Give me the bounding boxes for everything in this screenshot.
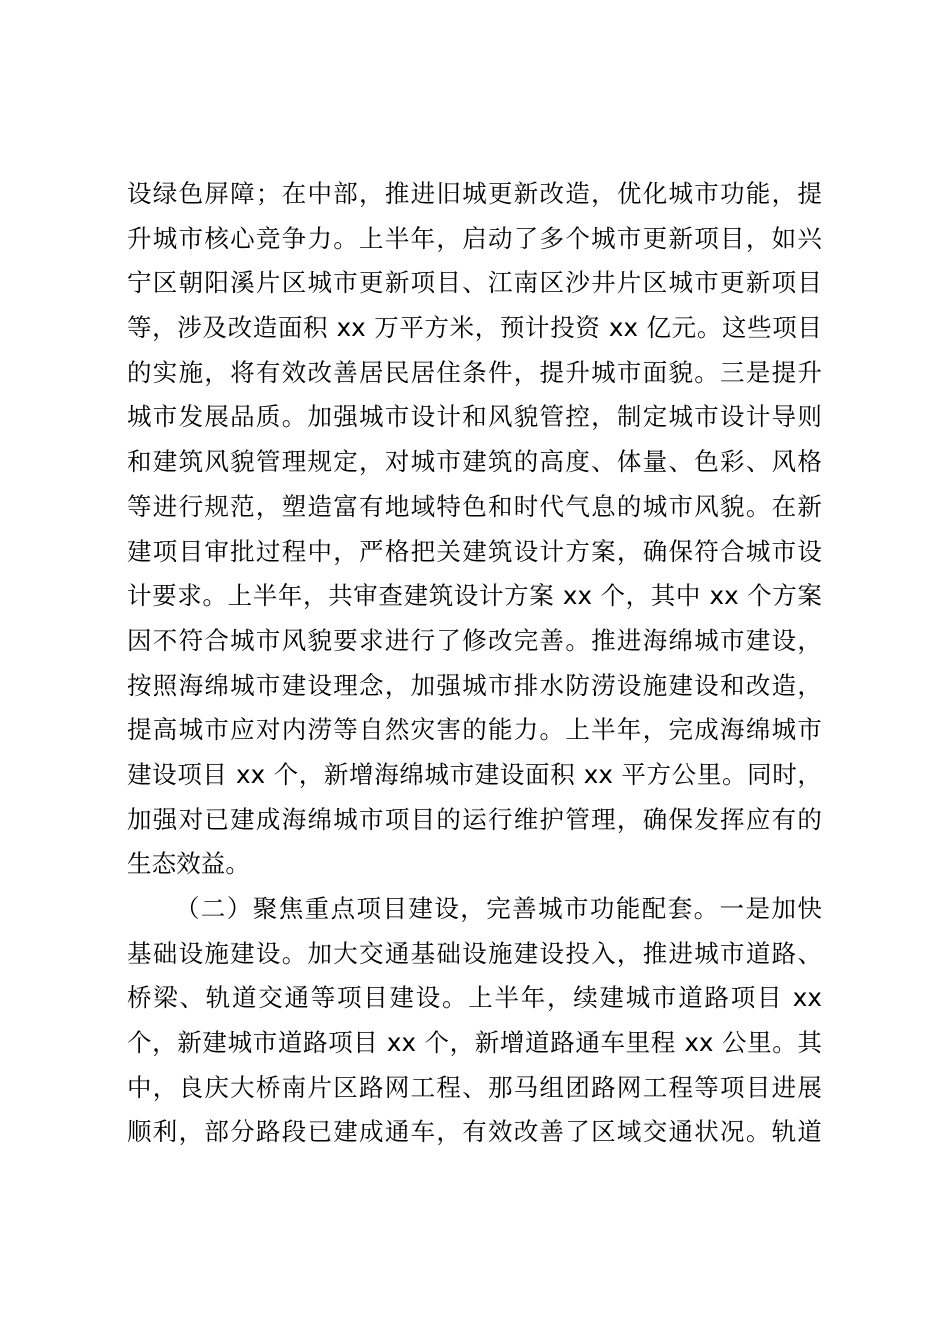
text-line: 宁区朝阳溪片区城市更新项目、江南区沙井片区城市更新项目 <box>127 268 822 298</box>
text-line: 升城市核心竞争力。上半年，启动了多个城市更新项目，如兴 <box>127 223 822 253</box>
text-line: 中，良庆大桥南片区路网工程、那马组团路网工程等项目进展 <box>127 1072 822 1102</box>
text-line: 基础设施建设。加大交通基础设施建设投入，推进城市道路、 <box>127 938 822 968</box>
document-body <box>127 172 822 1155</box>
text-line: 提高城市应对内涝等自然灾害的能力。上半年，完成海绵城市 <box>127 715 822 745</box>
text-line: 城市发展品质。加强城市设计和风貌管控，制定城市设计导则 <box>127 402 822 432</box>
text-line: 按照海绵城市建设理念，加强城市排水防涝设施建设和改造， <box>127 670 822 700</box>
text-line: 建项目审批过程中，严格把关建筑设计方案，确保符合城市设 <box>127 536 822 566</box>
text-line: 个，新建城市道路项目 xx 个，新增道路通车里程 xx 公里。其 <box>127 1028 822 1058</box>
text-line: 桥梁、轨道交通等项目建设。上半年，续建城市道路项目 xx <box>127 983 822 1013</box>
text-line: 等进行规范，塑造富有地域特色和时代气息的城市风貌。在新 <box>127 491 822 521</box>
section-heading-line: （二）聚焦重点项目建设，完善城市功能配套。一是加快 <box>175 894 822 923</box>
text-line: 生态效益。 <box>127 849 250 879</box>
text-line: 等，涉及改造面积 xx 万平方米，预计投资 xx 亿元。这些项目 <box>127 313 822 343</box>
text-line: 和建筑风貌管理规定，对城市建筑的高度、体量、色彩、风格 <box>127 447 822 477</box>
text-line: 的实施，将有效改善居民居住条件，提升城市面貌。三是提升 <box>127 357 822 387</box>
text-line: 计要求。上半年，共审查建筑设计方案 xx 个，其中 xx 个方案 <box>127 581 822 611</box>
text-line: 顺利，部分路段已建成通车，有效改善了区域交通状况。轨道 <box>127 1117 822 1147</box>
text-line: 因不符合城市风貌要求进行了修改完善。推进海绵城市建设， <box>127 625 822 655</box>
text-line: 设绿色屏障；在中部，推进旧城更新改造，优化城市功能，提 <box>127 179 822 208</box>
text-line: 加强对已建成海绵城市项目的运行维护管理，确保发挥应有的 <box>127 804 822 834</box>
text-line: 建设项目 xx 个，新增海绵城市建设面积 xx 平方公里。同时， <box>127 759 822 789</box>
